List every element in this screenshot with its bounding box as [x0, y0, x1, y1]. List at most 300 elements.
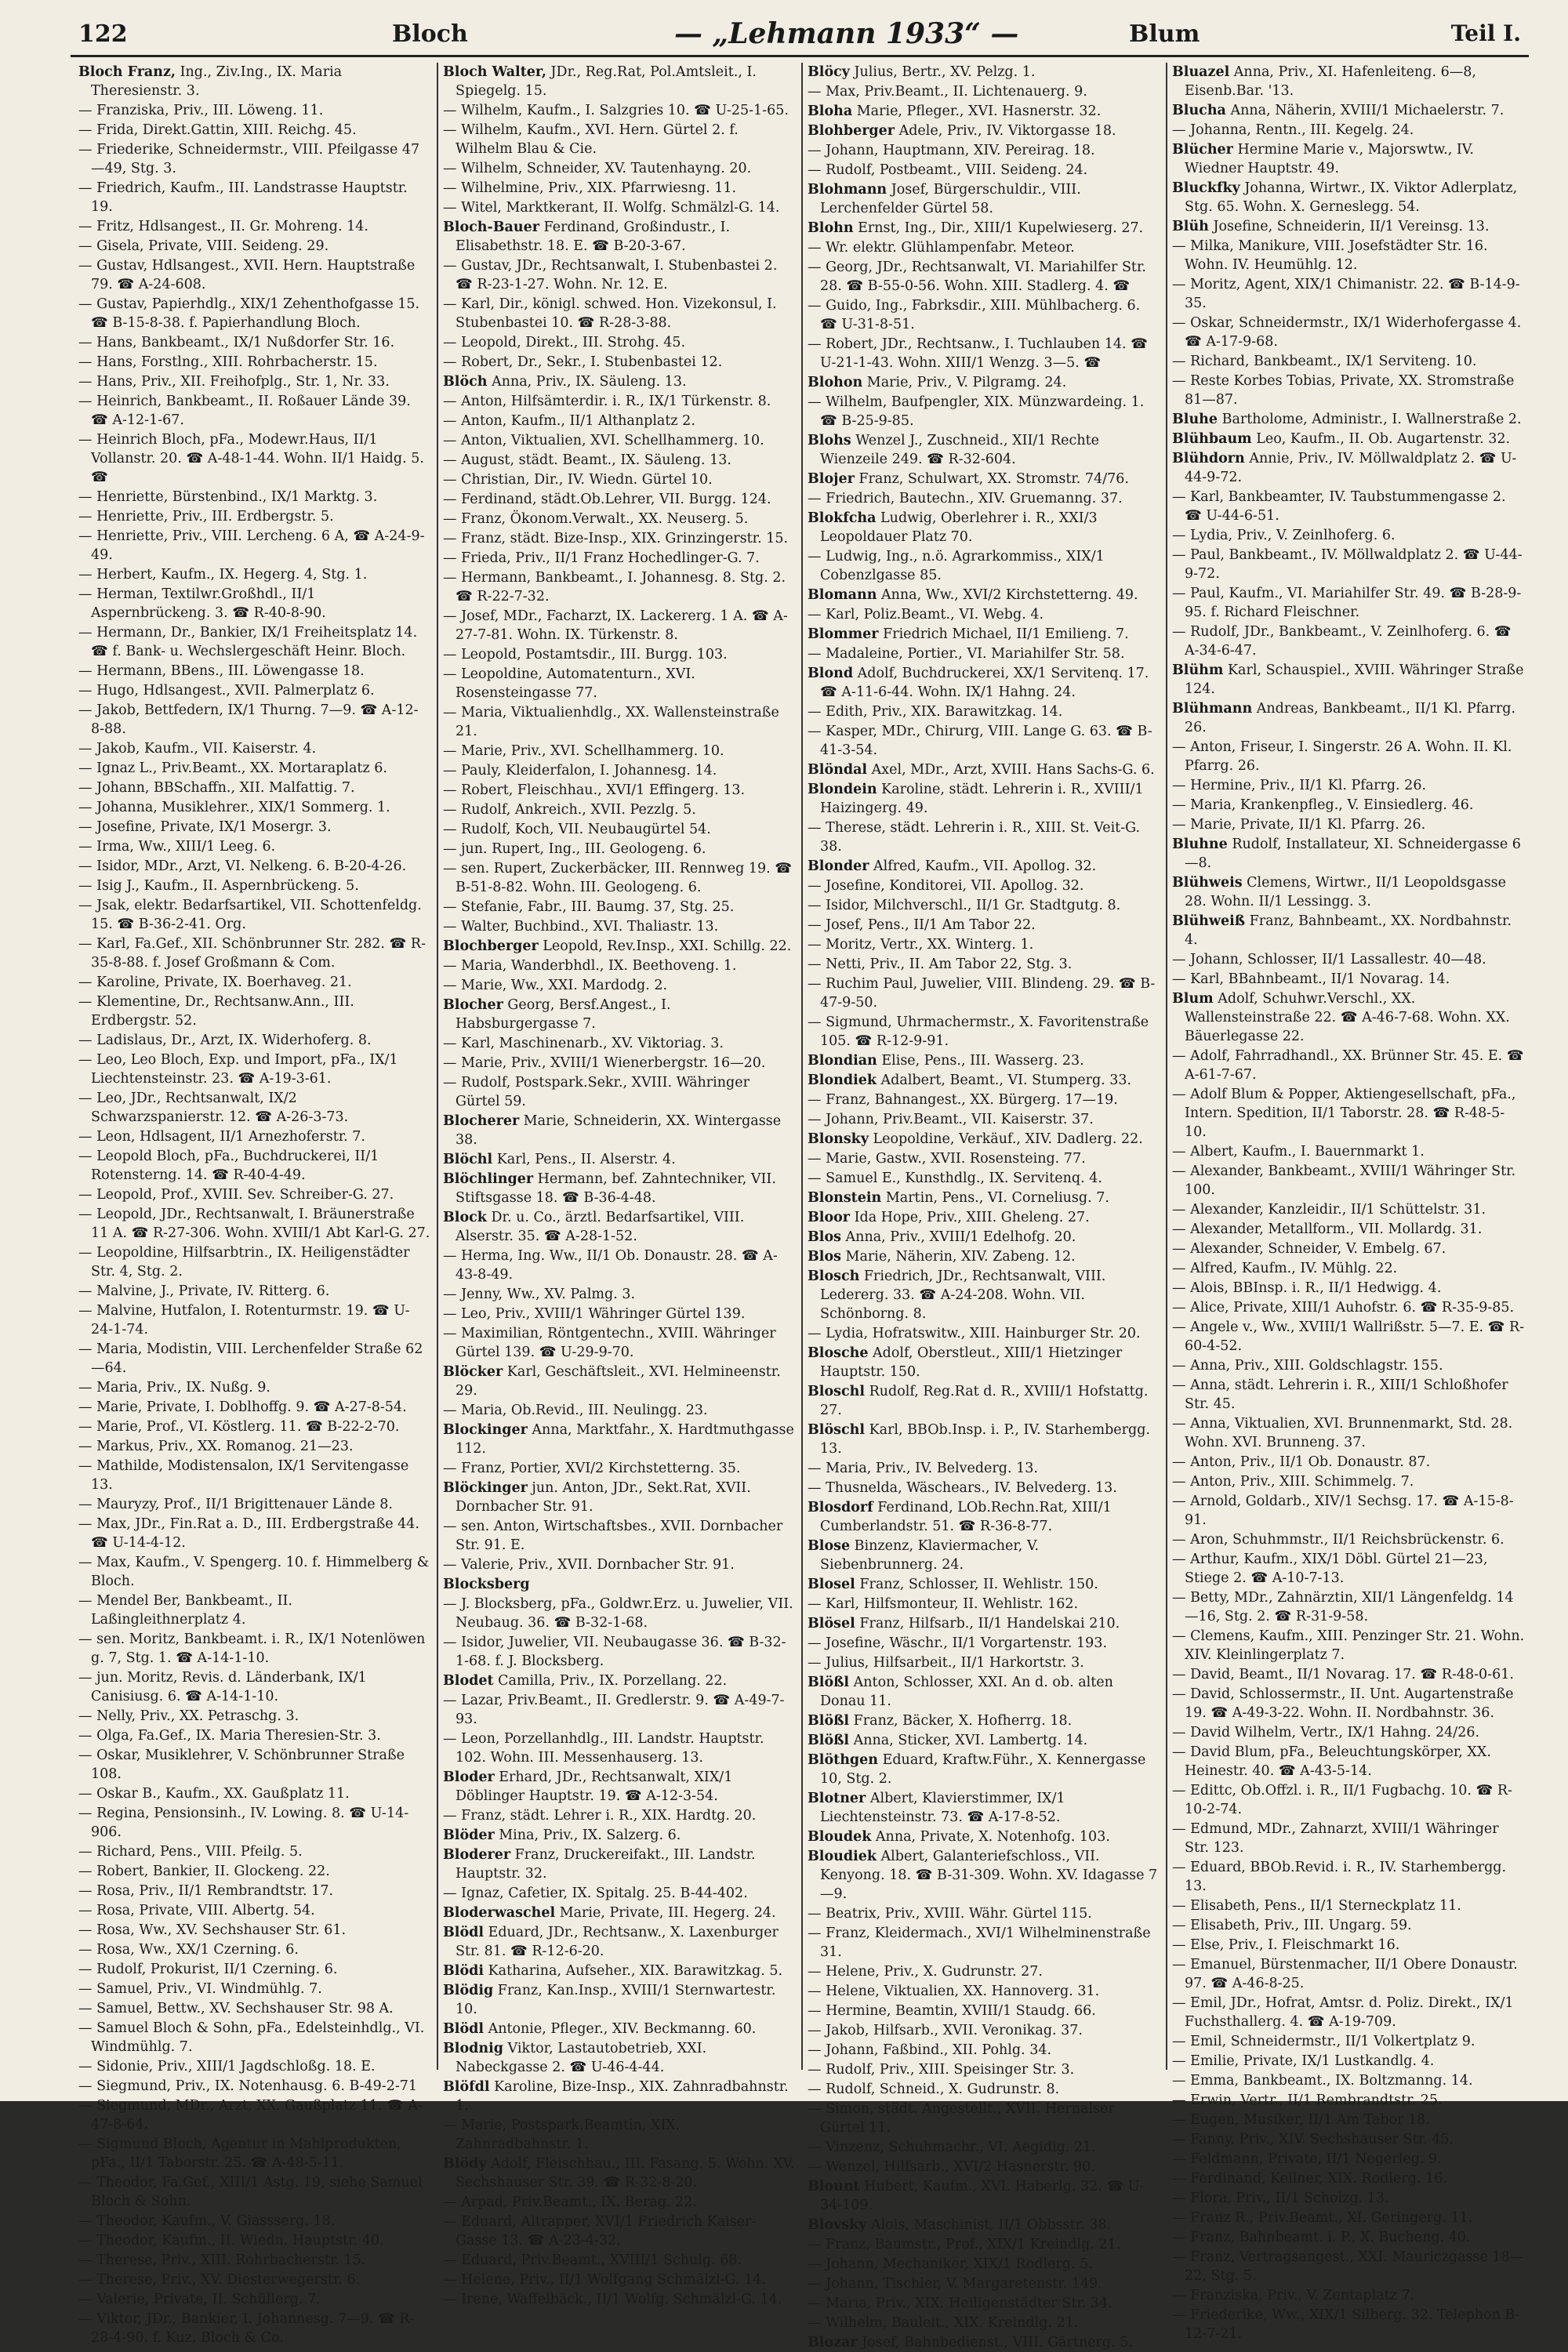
directory-entry	[443, 1633, 796, 1671]
entry-text: — Ferdinand, Kellner, XIX. Rodlerg. 16.	[1172, 2171, 1447, 2187]
directory-entry	[808, 1110, 1160, 1129]
entry-surname: Blöfdl	[443, 2079, 490, 2095]
directory-entry	[808, 1247, 1160, 1266]
directory-entry	[808, 1711, 1160, 1730]
directory-entry	[78, 1127, 431, 1146]
directory-entry	[1172, 140, 1525, 178]
directory-entry	[808, 63, 1160, 82]
directory-entry	[443, 1324, 796, 1362]
entry-surname: Blucha	[1172, 103, 1226, 118]
directory-entry	[443, 1806, 796, 1825]
entry-text: — Richard, Bankbeamt., IX/1 Serviteng. 10.	[1172, 354, 1477, 369]
directory-entry	[443, 976, 796, 995]
entry-text: — Karl, Dir., königl. schwed. Hon. Vizekonsul, I. Stubenbastei 10. ☎ R-28-3-88.	[443, 296, 777, 331]
entry-surname: Blount	[808, 2179, 860, 2194]
directory-entry	[443, 2078, 796, 2115]
entry-surname: Blödl	[443, 2021, 484, 2037]
directory-entry	[808, 2235, 1160, 2254]
entry-text: — J. Blocksberg, pFa., Goldwr.Erz. u. Juwelier, VII. Neubaug. 36. ☎ B-32-1-68.	[443, 1596, 793, 1631]
entry-text: — Herma, Ing. Ww., II/1 Ob. Donaustr. 28. ☎ A-43-8-49.	[443, 1248, 778, 1283]
entry-text: Elise, Pens., III. Wasserg. 23.	[877, 1053, 1084, 1069]
entry-text: — Marie, Gastw., XVII. Rosensteing. 77.	[808, 1151, 1086, 1167]
entry-text: — Wilhelm, Baufpengler, XIX. Münzwardeing. 1. ☎ B-25-9-85.	[808, 394, 1145, 429]
entry-text: — Johann, BBSchaffn., XII. Malfattig. 7.	[78, 780, 355, 796]
entry-surname: Blohon	[808, 375, 863, 390]
directory-entry	[443, 1305, 796, 1323]
directory-entry	[808, 219, 1160, 238]
entry-text: — Isidor, MDr., Arzt, VI. Nelkeng. 6. B-20-4-26.	[78, 858, 407, 874]
entry-text: Leopold, Rev.Insp., XXI. Schillg. 22.	[538, 938, 792, 954]
directory-entry	[443, 2039, 796, 2077]
entry-text: Johanna, Wirtwr., IX. Viktor Adlerplatz, Stg. 65. Wohn. X. Gerneslegg. 54.	[1185, 180, 1518, 215]
entry-surname: Blöckinger	[443, 1480, 528, 1496]
entry-text: — Jakob, Hilfsarb., XVII. Veronikag. 37.	[808, 2023, 1083, 2038]
directory-entry	[808, 780, 1160, 818]
entry-text: — Rosa, Private, VIII. Albertg. 54.	[78, 1903, 315, 1918]
entry-surname: Blöchlinger	[443, 1171, 534, 1187]
entry-text: — Josef, Pens., II/1 Am Tabor 22.	[808, 917, 1036, 933]
directory-entry	[808, 818, 1160, 856]
entry-text: — Arthur, Kaufm., XIX/1 Döbl. Gürtel 21—23, Stiege 2. ☎ A-10-7-13.	[1172, 1552, 1488, 1586]
directory-entry	[443, 198, 796, 217]
entry-text: — Eduard, Priv.Beamt., XVIII/1 Schulg. 68.	[443, 2252, 742, 2268]
entry-text: Hermann, bef. Zahntechniker, VII. Stiftsgasse 18. ☎ B-36-4-48.	[456, 1171, 776, 1206]
directory-entry	[78, 1746, 431, 1784]
directory-entry	[808, 2002, 1160, 2020]
entry-text: Anna, Sticker, XVI. Lambertg. 14.	[849, 1733, 1088, 1748]
entry-text: — Paul, Kaufm., VI. Mariahilfer Str. 49. ☎ B-28-9-95. f. Richard Fleischner.	[1172, 586, 1522, 620]
entry-text: — Alois, BBInsp. i. R., II/1 Hedwigg. 4.	[1172, 1280, 1442, 1296]
entry-text: — Helene, Priv., II/1 Wolfgang Schmälzl-G. 14.	[443, 2272, 766, 2288]
entry-text: — Arpad, Priv.Beamt., IX. Berag. 22.	[443, 2194, 697, 2210]
entry-text: Julius, Bertr., XV. Pelzg. 1.	[849, 64, 1036, 80]
entry-text: — Stefanie, Fabr., III. Baumg. 37, Stg. 25.	[443, 899, 735, 915]
directory-entry	[1172, 2189, 1525, 2208]
entry-text: — Maria, Viktualienhdlg., XX. Wallensteinstraße 21.	[443, 705, 779, 739]
entry-text: — Angele v., Ww., XVIII/1 Wallrißstr. 5—7. E. ☎ R-60-4-52.	[1172, 1319, 1525, 1354]
directory-entry	[808, 1267, 1160, 1323]
directory-entry	[1172, 2091, 1525, 2110]
directory-entry	[443, 470, 796, 489]
directory-entry	[443, 956, 796, 975]
directory-entry	[443, 63, 796, 100]
entry-text: — Wenzel, Hilfsarb., XVI/2 Hasnerstr. 90.	[808, 2159, 1095, 2175]
directory-entry	[808, 975, 1160, 1012]
entry-surname: Blosdorf	[808, 1500, 873, 1515]
entry-text: — Vinzenz, Schuhmachr., VI. Aegidig. 21.	[808, 2140, 1096, 2155]
entry-text: — Franziska, Priv., V. Zentaplatz 7.	[1172, 2288, 1415, 2303]
directory-entry	[78, 1668, 431, 1706]
directory-entry	[808, 916, 1160, 935]
directory-entry	[78, 507, 431, 526]
directory-entry	[443, 800, 796, 819]
entry-surname: Bloch Franz,	[78, 64, 176, 80]
directory-entry	[78, 662, 431, 681]
directory-entry	[1172, 738, 1525, 775]
directory-entry	[78, 2251, 431, 2270]
entry-text: Josef, Bahnbedienst., VIII. Gärtnerg. 5.	[857, 2335, 1133, 2350]
entry-text: — Samuel Bloch & Sohn, pFa., Edelsteinhdlg., VI. Windmühlg. 7.	[78, 2020, 425, 2055]
directory-entry	[808, 2314, 1160, 2332]
column-2	[443, 63, 796, 2307]
directory-entry	[808, 1537, 1160, 1574]
entry-text: — Maria, Priv., XIX. Heiligenstädter Str. 34.	[808, 2296, 1112, 2311]
directory-entry	[443, 665, 796, 702]
entry-text: — Ignaz, Cafetier, IX. Spitalg. 25. B-44-402.	[443, 1886, 748, 1901]
directory-entry	[808, 1789, 1160, 1827]
directory-entry	[1172, 1588, 1525, 1626]
entry-text: — Eduard, Altrapper, XVI/1 Friedrich Kaiser-Gasse 13. ☎ A-23-4-32.	[443, 2214, 757, 2249]
directory-entry	[443, 1884, 796, 1903]
directory-entry	[78, 2077, 431, 2096]
directory-entry	[443, 1555, 796, 1574]
entry-text: — Herbert, Kaufm., IX. Hegerg. 4, Stg. 1.	[78, 567, 368, 583]
entry-text: Franz, Hilfsarb., II/1 Handelskai 210.	[855, 1616, 1120, 1632]
entry-text: — Robert, JDr., Rechtsanw., I. Tuchlauben 14. ☎ U-21-1-43. Wohn. XIII/1 Wenzg. 3—5. ☎	[808, 336, 1148, 371]
entry-text: — Hans, Bankbeamt., IX/1 Nußdorfer Str. 16.	[78, 335, 395, 350]
directory-entry	[78, 779, 431, 797]
entry-text: Karl, Geschäftsleit., XVI. Helmineenstr. 29.	[456, 1364, 781, 1399]
directory-entry	[1172, 237, 1525, 274]
directory-entry	[443, 101, 796, 120]
directory-entry	[808, 547, 1160, 585]
entry-text: — Maria, Ob.Revid., III. Neulingg. 23.	[443, 1403, 708, 1418]
entry-surname: Blomann	[808, 587, 877, 603]
entry-text: — Malvine, J., Private, IV. Ritterg. 6.	[78, 1283, 330, 1299]
directory-entry	[443, 431, 796, 450]
entry-text: — August, städt. Beamt., IX. Säuleng. 13.	[443, 452, 731, 468]
entry-surname: Blonder	[808, 858, 869, 874]
publication-title: — „Lehmann 1933“ —	[674, 17, 1019, 50]
entry-text: Hermine Marie v., Majorswtw., IV. Wiedner Hauptstr. 49.	[1185, 142, 1474, 176]
entry-surname: Bluhe	[1172, 412, 1218, 427]
entry-text: — Karoline, Private, IX. Boerhaveg. 21.	[78, 975, 352, 990]
entry-text: — Helene, Viktualien, XX. Hannoverg. 31.	[808, 1984, 1100, 1999]
entry-text: — Hermann, Dr., Bankier, IX/1 Freiheitsplatz 14. ☎ f. Bank- u. Wechslergeschäft Heinr. Bloch.	[78, 625, 418, 659]
entry-text: — Leopold, JDr., Rechtsanwalt, I. Bräunerstraße 11 A. ☎ R-27-306. Wohn. XVIII/1 Abt Karl-G. 27.	[78, 1207, 430, 1241]
directory-entry	[1172, 2052, 1525, 2071]
directory-entry	[78, 1726, 431, 1745]
entry-surname: Blommer	[808, 626, 879, 642]
entry-text: — Kasper, MDr., Chirurg, VIII. Lange G. 63. ☎ B-41-3-54.	[808, 724, 1152, 758]
entry-text: — Franz, städt. Lehrer i. R., XIX. Hardtg. 20.	[443, 1808, 757, 1824]
directory-entry	[443, 761, 796, 780]
directory-entry	[808, 1228, 1160, 1247]
entry-text: — Henriette, Priv., VIII. Lercheng. 6 A, ☎ A-24-9-49.	[78, 528, 425, 563]
entry-text: — Leo, JDr., Rechtsanwalt, IX/2 Schwarzspanierstr. 12. ☎ A-26-3-73.	[78, 1091, 349, 1125]
entry-text: — jun. Rupert, Ing., III. Geologeng. 6.	[443, 841, 706, 857]
directory-entry	[808, 625, 1160, 644]
entry-text: — Friedrich, Bautechn., XIV. Gruemanng. 37.	[808, 491, 1123, 506]
entry-text: — Elisabeth, Priv., III. Ungarg. 59.	[1172, 1918, 1412, 1933]
directory-entry	[78, 1980, 431, 1998]
entry-text: — Markus, Priv., XX. Romanog. 21—23.	[78, 1439, 354, 1454]
directory-entry	[1172, 1994, 1525, 2031]
entry-text: — Hans, Forstlng., XIII. Rohrbacherstr. 15.	[78, 354, 378, 370]
directory-entry	[1172, 2130, 1525, 2149]
entry-text: Marie, Priv., V. Pilgramg. 24.	[862, 375, 1067, 390]
entry-text: Anna, Priv., XVIII/1 Edelhofg. 20.	[840, 1229, 1076, 1245]
entry-surname: Bloha	[808, 103, 853, 119]
directory-entry	[443, 2251, 796, 2270]
entry-text: — Franz, Bahnbeamt. i. P., X. Bucheng. 40.	[1172, 2230, 1471, 2245]
entry-surname: Blühdorn	[1172, 451, 1245, 466]
entry-text: — Emil, JDr., Hofrat, Amtsr. d. Poliz. Direkt., IX/1 Fuchsthallerg. 4. ☎ A-19-709.	[1172, 1995, 1514, 2030]
directory-entry	[808, 2100, 1160, 2137]
directory-entry	[78, 1282, 431, 1301]
directory-entry	[443, 820, 796, 839]
entry-surname: Blovsky	[808, 2217, 867, 2233]
entry-text: — Leon, Hdlsagent, II/1 Arnezhoferstr. 7.	[78, 1129, 365, 1145]
entry-text: — David Wilhelm, Vertr., IX/1 Hahng. 24/26.	[1172, 1725, 1480, 1740]
directory-entry	[443, 1768, 796, 1806]
entry-text: — Heinrich Bloch, pFa., Modewr.Haus, II/1 Vollanstr. 20. ☎ A-48-1-44. Wohn. II/1 Haidg. 5. ☎	[78, 432, 424, 485]
directory-entry	[1172, 1858, 1525, 1896]
columns-container	[78, 63, 1537, 2350]
entry-text: — sen. Rupert, Zuckerbäcker, III. Rennweg 19. ☎ B-51-8-82. Wohn. III. Geologeng. 6.	[443, 861, 793, 895]
entry-surname: Blödi	[443, 1963, 484, 1979]
entry-text: — Leopold, Direkt., III. Strohg. 45.	[443, 335, 686, 350]
entry-surname: Blocher	[443, 997, 503, 1013]
directory-entry	[78, 857, 431, 876]
entry-surname: Blosch	[808, 1269, 860, 1284]
entry-text: — Henriette, Bürstenbind., IX/1 Marktg. 3.	[78, 489, 378, 505]
entry-text: — Frida, Direkt.Gattin, XIII. Reichg. 45.	[78, 122, 357, 138]
directory-entry	[78, 101, 431, 120]
entry-text: — Jakob, Kaufm., VII. Kaiserstr. 4.	[78, 741, 317, 757]
directory-entry	[808, 431, 1160, 469]
entry-text: — Robert, Fleischhau., XVI/1 Effingerg. 13.	[443, 782, 746, 798]
directory-entry	[1172, 661, 1525, 699]
entry-text: — Hans, Priv., XII. Freihofplg., Str. 1, Nr. 33.	[78, 374, 390, 390]
entry-surname: Blohberger	[808, 123, 895, 139]
directory-entry	[1172, 584, 1525, 622]
entry-text: — Hermann, BBens., III. Löwengasse 18.	[78, 663, 365, 679]
directory-entry	[1172, 179, 1525, 216]
entry-text: — Netti, Priv., II. Am Tabor 22, Stg. 3.	[808, 956, 1073, 972]
entry-text: — Rudolf, JDr., Bankbeamt., V. Zeinlhoferg. 6. ☎ A-34-6-47.	[1172, 624, 1512, 659]
entry-text: — Georg, JDr., Rechtsanwalt, VI. Mariahilfer Str. 28. ☎ B-55-0-56. Wohn. XIII. Stadlerg. 4. ☎	[808, 260, 1146, 294]
entry-text: Albert, Klavierstimmer, IX/1 Liechtensteinstr. 73. ☎ A-17-8-52.	[820, 1791, 1065, 1825]
entry-text: Leo, Kaufm., II. Ob. Augartenstr. 32.	[1251, 431, 1511, 447]
entry-text: — Madaleine, Portier., VI. Mariahilfer Str. 58.	[808, 646, 1125, 662]
directory-entry	[808, 2333, 1160, 2352]
directory-entry	[443, 1671, 796, 1690]
entry-text: — Flora, Priv., II/1 Scholzg. 13.	[1172, 2190, 1389, 2206]
directory-entry	[443, 1421, 796, 1458]
entry-text: — Wr. elektr. Glühlampenfabr. Meteor.	[808, 240, 1075, 256]
directory-entry	[78, 739, 431, 758]
entry-text: — David, Schlossermstr., II. Unt. Augartenstraße 19. ☎ A-49-3-22. Wohn. II. Nordbahnstr. 36.	[1172, 1686, 1514, 1721]
entry-text: — Else, Priv., I. Fleischmarkt 16.	[1172, 1937, 1400, 1953]
entry-surname: Blonsky	[808, 1131, 869, 1147]
directory-entry	[78, 1862, 431, 1881]
entry-text: Anna, Marktfahr., X. Hardtmuthgasse 112.	[456, 1422, 794, 1457]
entry-text: — sen. Moritz, Bankbeamt. i. R., IX/1 Notenlöwen g. 7, Stg. 1. ☎ A-14-1-10.	[78, 1632, 426, 1666]
entry-text: — Lydia, Hofratswitw., XIII. Hainburger Str. 20.	[808, 1326, 1141, 1341]
entry-text: — David Blum, pFa., Beleuchtungskörper, XX. Heinestr. 40. ☎ A-43-5-14.	[1172, 1744, 1491, 1779]
entry-text: — Karl, BBahnbeamt., II/1 Novarag. 14.	[1172, 971, 1450, 987]
entry-text: — Marie, Prof., VI. Köstlerg. 11. ☎ B-22-2-70.	[78, 1419, 400, 1435]
entry-text: — Adolf Blum & Popper, Aktiengesellschaft, pFa., Intern. Spedition, II/1 Taborstr. 28. ☎ R-48-5-10.	[1172, 1087, 1516, 1140]
entry-text: — Wilhelm, Bauleit., XIX. Kreindlg. 21.	[808, 2315, 1079, 2331]
entry-text: — Leo, Leo Bloch, Exp. und Import, pFa., IX/1 Liechtensteinstr. 23. ☎ A-19-3-61.	[78, 1052, 398, 1087]
left-running-head: Bloch	[392, 20, 468, 48]
entry-text: — Feldmann, Private, II/1 Negerleg. 9.	[1172, 2151, 1442, 2167]
entry-text: Marie, Private, III. Hegerg. 24.	[555, 1905, 776, 1921]
entry-text: — Valerie, Priv., XVII. Dornbacher Str. 91.	[443, 1557, 735, 1573]
directory-entry	[443, 2020, 796, 2038]
entry-text: Josef, Bürgerschuldir., VIII. Lerchenfelder Gürtel 58.	[820, 182, 1081, 216]
directory-entry	[78, 681, 431, 700]
entry-text: — Sigmund Bloch, Agentur in Mahlprodukten, pFa., II/1 Taborstr. 25. ☎ A-48-5-11.	[78, 2136, 401, 2171]
directory-entry	[443, 1034, 796, 1053]
entry-text: Dr. u. Co., ärztl. Bedarfsartikel, VIII. Alserstr. 35. ☎ A-28-1-52.	[456, 1210, 745, 1244]
directory-entry	[808, 1091, 1160, 1109]
entry-text: — Anton, Friseur, I. Singerstr. 26 A. Wohn. II. Kl. Pfarrg. 26.	[1172, 739, 1512, 774]
entry-surname: Blohs	[808, 433, 851, 448]
right-running-head: Blum	[1129, 20, 1200, 48]
entry-text: — Johann, Priv.Beamt., VII. Kaiserstr. 37.	[808, 1112, 1094, 1127]
directory-entry	[78, 2057, 431, 2076]
directory-entry	[808, 1634, 1160, 1653]
entry-text: Bartholome, Administr., I. Wallnerstraße 2.	[1218, 412, 1522, 427]
entry-text: — Jakob, Bettfedern, IX/1 Thurng. 7—9. ☎ A-12-8-88.	[78, 702, 419, 737]
entry-text: — Franz, Bahnangest., XX. Bürgerg. 17—19.	[808, 1092, 1118, 1108]
entry-text: — Josefine, Private, IX/1 Mosergr. 3.	[78, 819, 332, 835]
entry-text: Friedrich, JDr., Rechtsanwalt, VIII. Ledererg. 33. ☎ A-24-208. Wohn. VII. Schönborng. 8.	[820, 1269, 1106, 1322]
entry-text: Alois, Maschinist, II/1 Obbsstr. 38.	[866, 2217, 1112, 2233]
entry-text: Franz, Druckereifakt., III. Landstr. Hauptstr. 32.	[456, 1847, 756, 1882]
entry-text: — Ludwig, Ing., n.ö. Agrarkommiss., XIX/1 Cobenzlgasse 85.	[808, 549, 1105, 583]
entry-text: — Rudolf, Postspark.Sekr., XVIII. Währinger Gürtel 59.	[443, 1075, 750, 1109]
directory-entry	[78, 353, 431, 372]
directory-entry	[78, 818, 431, 837]
directory-entry	[1172, 2150, 1525, 2169]
entry-surname: Blöcker	[443, 1364, 503, 1380]
entry-text: — Hugo, Hdlsangest., XVII. Palmerplatz 6.	[78, 683, 375, 699]
entry-surname: Blocherer	[443, 1113, 520, 1129]
entry-text: — Ladislaus, Dr., Arzt, IX. Widerhoferg. 8.	[78, 1033, 372, 1048]
entry-text: — Anton, Priv., XIII. Schimmelg. 7.	[1172, 1474, 1414, 1490]
entry-text: — Anton, Kaufm., II/1 Althanplatz 2.	[443, 413, 695, 429]
entry-text: — Wilhelm, Kaufm., XVI. Hern. Gürtel 2. f. Wilhelm Blau & Cie.	[443, 122, 739, 157]
directory-entry	[1172, 372, 1525, 409]
entry-text: Franz, Bahnbeamt., XX. Nordbahnstr. 4.	[1185, 913, 1512, 948]
entry-text: — Sidonie, Priv., XIII/1 Jagdschloßg. 18. E.	[78, 2059, 376, 2074]
entry-text: — Marie, Postspark.Beamtin, XIX. Zahnradbahnstr. 1.	[443, 2118, 681, 2152]
directory-entry	[1172, 2071, 1525, 2090]
entry-text: — Josef, MDr., Facharzt, IX. Lackererg. 1 A. ☎ A-27-7-81. Wohn. IX. Türkenstr. 8.	[443, 608, 788, 643]
entry-text: Anna, Näherin, XVIII/1 Michaelerstr. 7.	[1225, 103, 1504, 118]
directory-entry	[78, 2231, 431, 2250]
entry-text: — Thusnelda, Wäschears., IV. Belvederg. 13.	[808, 1480, 1117, 1496]
entry-text: Karoline, städt. Lehrerin i. R., XVIII/1 Haizingerg. 49.	[820, 782, 1144, 816]
entry-text: — Josefine, Konditorei, VII. Apollog. 32.	[808, 878, 1084, 894]
directory-entry	[1172, 989, 1525, 1046]
entry-surname: Blozar	[808, 2335, 858, 2350]
entry-surname: Blockinger	[443, 1422, 528, 1438]
entry-text: Franz, Schulwart, XX. Stromstr. 74/76.	[854, 471, 1129, 487]
entry-text: — Karl, Bankbeamter, IV. Taubstummengasse 2. ☎ U-44-6-51.	[1172, 489, 1506, 524]
entry-text: — Johann, Faßbind., XII. Pohlg. 34.	[808, 2042, 1052, 2058]
directory-entry	[78, 256, 431, 294]
entry-text: — Elisabeth, Pens., II/1 Sterneckplatz 11.	[1172, 1898, 1461, 1914]
directory-entry	[808, 1962, 1160, 1981]
entry-text: — Robert, Bankier, II. Glockeng. 22.	[78, 1864, 330, 1879]
entry-text: — Johann, Hauptmann, XIV. Pereirag. 18.	[808, 143, 1095, 158]
directory-entry	[443, 121, 796, 158]
directory-entry	[1172, 1955, 1525, 1993]
entry-text: — Anton, Priv., II/1 Ob. Donaustr. 87.	[1172, 1454, 1431, 1470]
entry-surname: Blößl	[808, 1675, 850, 1690]
directory-entry	[443, 412, 796, 430]
entry-text: — Jsak, elektr. Bedarfsartikel, VII. Schottenfeldg. 15. ☎ B-36-2-41. Org.	[78, 898, 422, 932]
directory-entry	[443, 1846, 796, 1883]
column-divider	[437, 63, 438, 2070]
directory-entry	[808, 1673, 1160, 1711]
directory-entry	[1172, 1142, 1525, 1161]
directory-entry	[808, 296, 1160, 334]
entry-text: — Clemens, Kaufm., XIII. Penzinger Str. 21. Wohn. XIV. Kleinlingerplatz 7.	[1172, 1628, 1525, 1663]
entry-text: Josefine, Schneiderin, II/1 Vereinsg. 13.	[1208, 219, 1490, 234]
directory-entry	[1172, 1781, 1525, 1819]
directory-entry	[1172, 1240, 1525, 1258]
entry-text: Ing., Ziv.Ing., IX. Maria Theresienstr. 3.	[91, 64, 343, 99]
directory-entry	[808, 2216, 1160, 2234]
directory-entry	[808, 1382, 1160, 1420]
entry-text: — Rosa, Ww., XV. Sechshauser Str. 61.	[78, 1922, 347, 1938]
entry-text: — Maria, Wanderbhdl., IX. Beethoveng. 1.	[443, 958, 737, 974]
directory-entry	[1172, 2306, 1525, 2343]
entry-text: Rudolf, Reg.Rat d. R., XVIII/1 Hofstattg. 27.	[820, 1384, 1149, 1418]
entry-surname: Blum	[1172, 991, 1214, 1007]
entry-text: — Erwin, Vertr., II/1 Rembrandtstr. 25.	[1172, 2092, 1443, 2108]
directory-entry	[1172, 1259, 1525, 1278]
directory-entry	[1172, 217, 1525, 236]
directory-entry	[78, 623, 431, 661]
directory-entry	[78, 237, 431, 256]
entry-text: — Alice, Private, XIII/1 Auhofstr. 6. ☎ R-35-9-85.	[1172, 1300, 1515, 1316]
entry-text: — Gustav, JDr., Rechtsanwalt, I. Stubenbastei 2. ☎ R-23-1-27. Wohn. Nr. 12. E.	[443, 258, 778, 292]
entry-text: — Ignaz L., Priv.Beamt., XX. Mortaraplatz 6.	[78, 760, 387, 776]
directory-entry	[808, 1479, 1160, 1497]
directory-entry	[78, 63, 431, 100]
directory-entry	[443, 2193, 796, 2212]
entry-surname: Blocksberg	[443, 1577, 530, 1592]
entry-text: — Therese, Priv., XV. Diesterwegerstr. 6.	[78, 2272, 361, 2288]
directory-entry	[443, 372, 796, 391]
directory-entry	[443, 568, 796, 606]
entry-text: Ernst, Ing., Dir., XIII/1 Kupelwieserg. 27.	[853, 220, 1144, 236]
directory-entry	[78, 2290, 431, 2309]
entry-text: — Isidor, Juwelier, VII. Neubaugasse 36. ☎ B-32-1-68. f. J. Blocksberg.	[443, 1635, 786, 1669]
entry-text: — Marie, Priv., XVIII/1 Wienerbergstr. 16—20.	[443, 1055, 766, 1071]
entry-text: — Herman, Textilwr.Großhdl., II/1 Aspernbrückeng. 3. ☎ R-40-8-90.	[78, 586, 326, 621]
directory-entry	[443, 549, 796, 568]
directory-entry	[1172, 1414, 1525, 1452]
entry-surname: Bluckfky	[1172, 180, 1240, 196]
entry-text: — Franz, Vertragsangest., XXI. Mauriczgasse 18—22, Stg. 5.	[1172, 2249, 1524, 2284]
entry-surname: Blodet	[443, 1673, 494, 1689]
directory-entry	[78, 837, 431, 856]
directory-entry	[443, 1170, 796, 1207]
entry-text: — Rudolf, Prokurist, II/1 Czerning. 6.	[78, 1962, 338, 1977]
directory-entry	[78, 701, 431, 739]
entry-surname: Blodnig	[443, 2041, 503, 2056]
directory-entry	[1172, 1162, 1525, 1200]
entry-text: Annie, Priv., IV. Möllwaldplatz 2. ☎ U-44-9-72.	[1185, 451, 1517, 485]
